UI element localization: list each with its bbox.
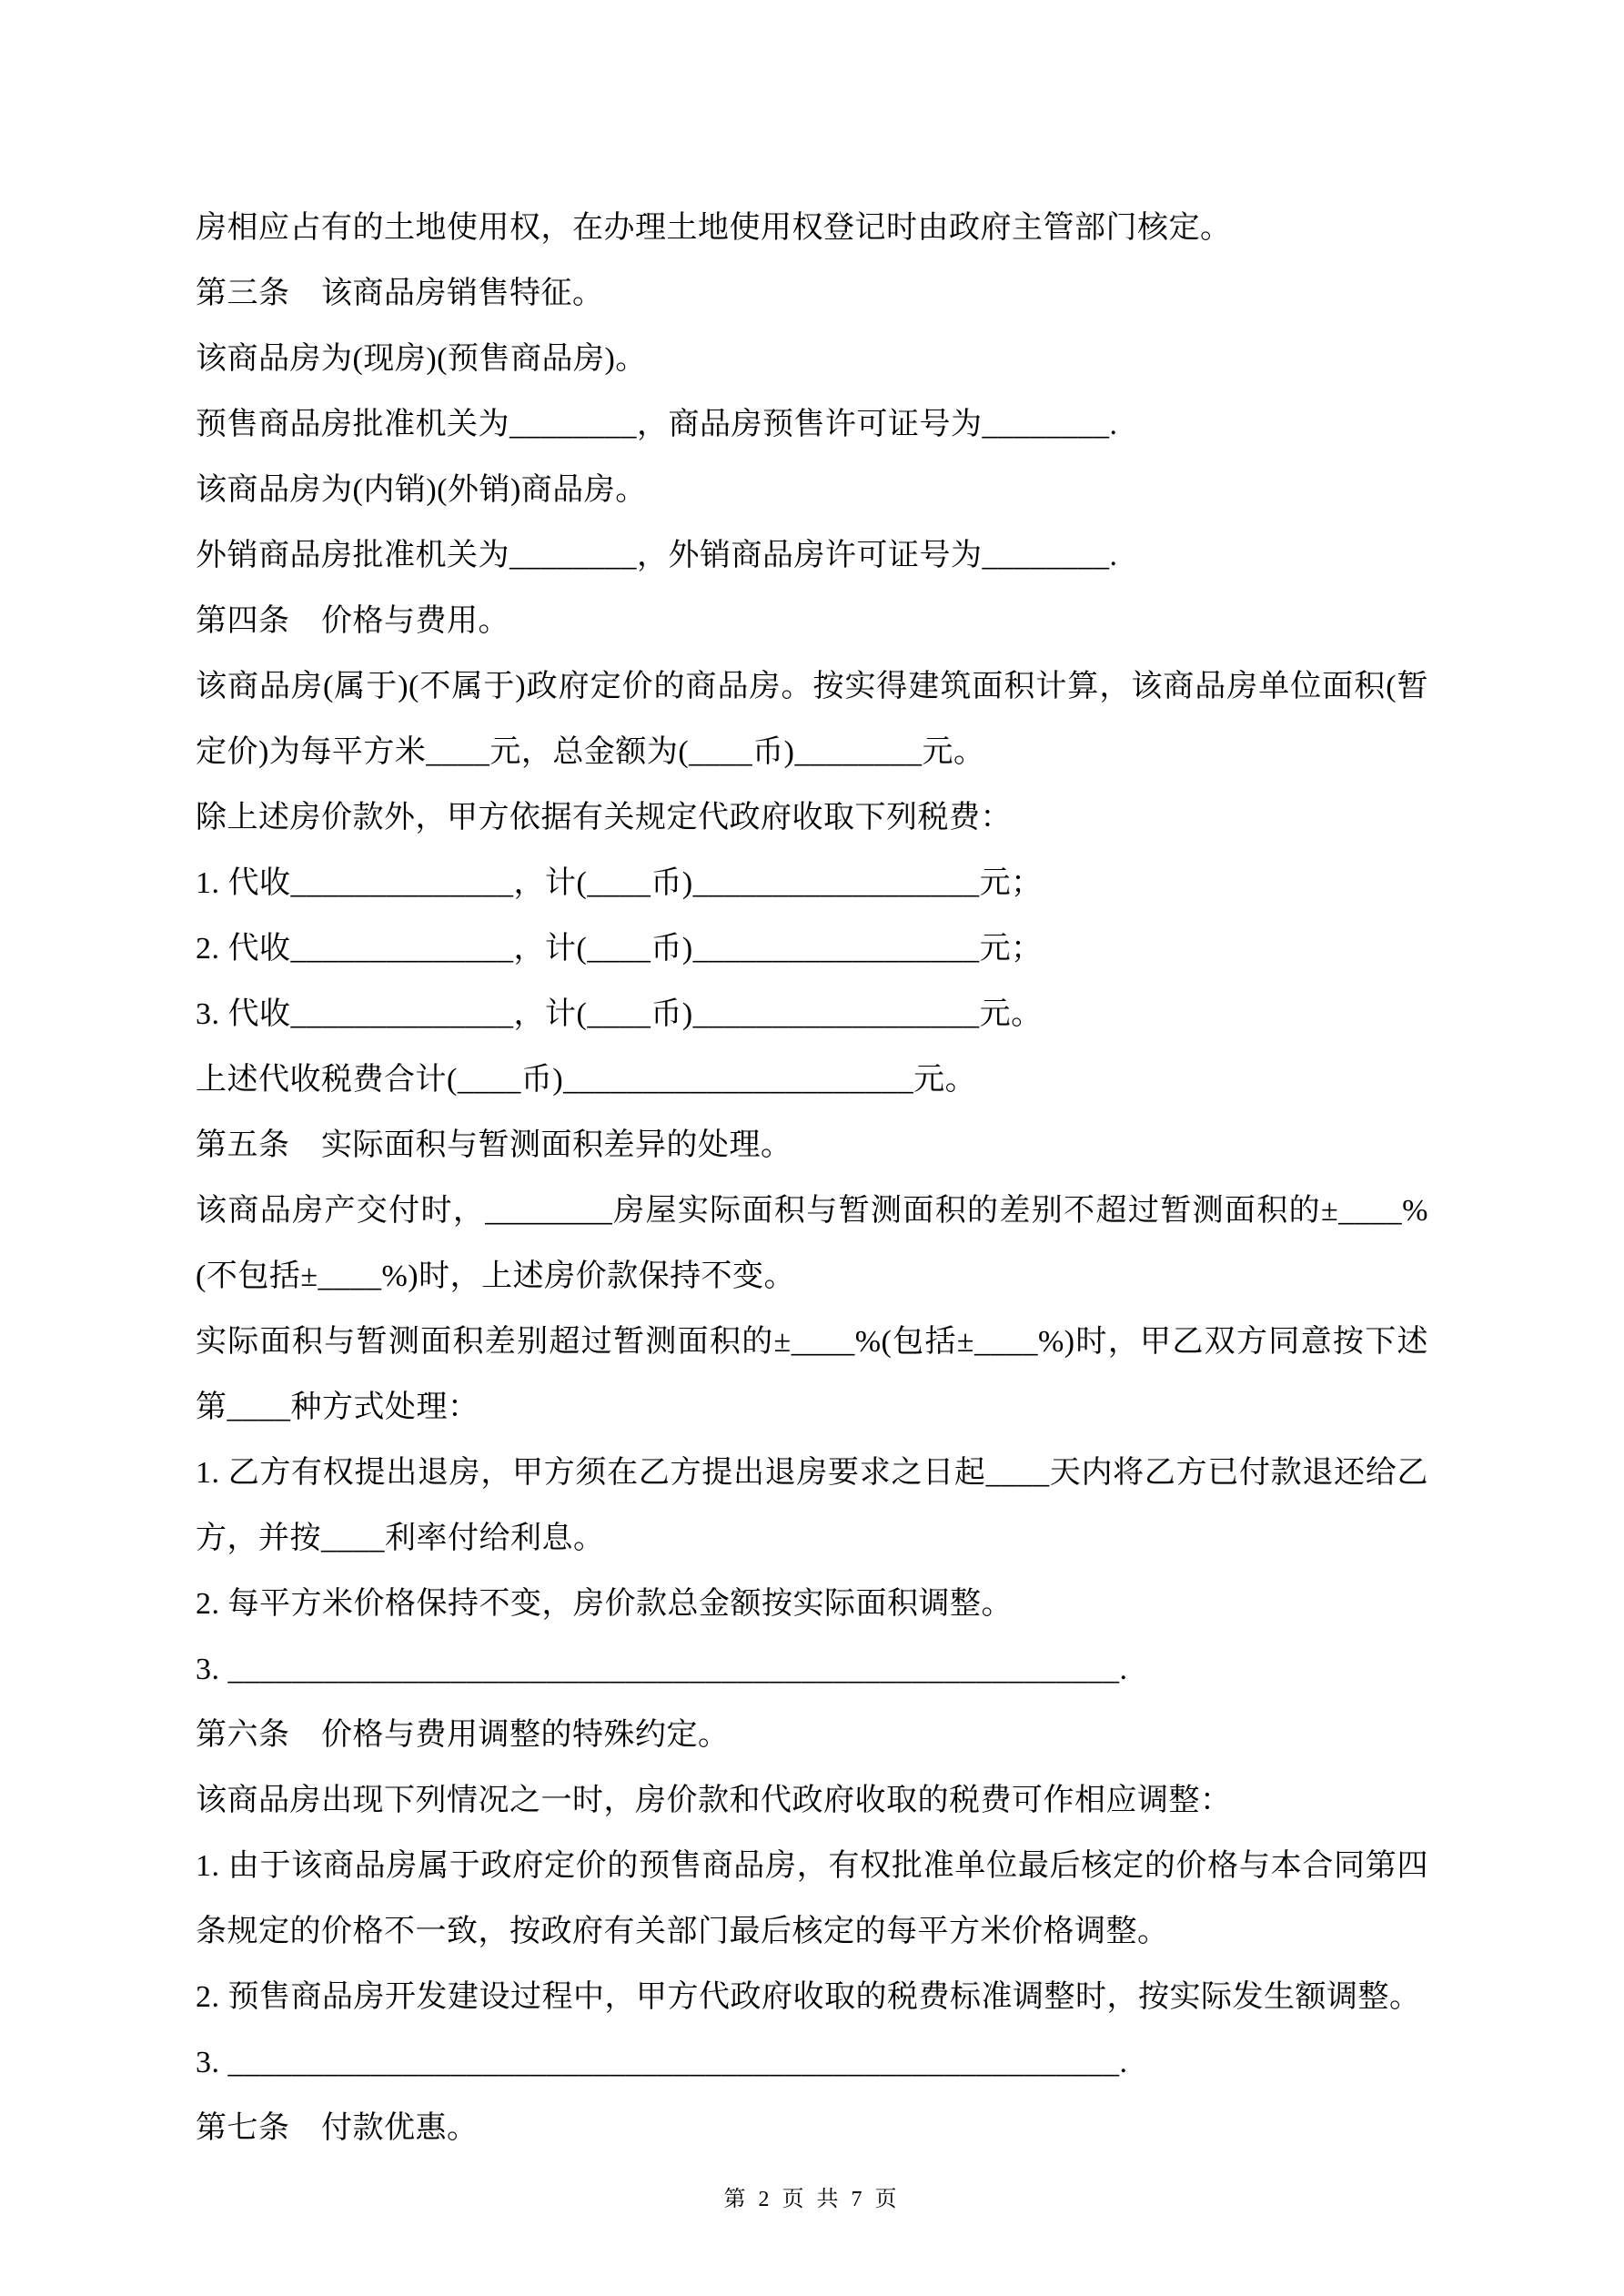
list-item-tax-1: 1. 代收______________，计(____币)__________________元；: [196, 866, 1043, 900]
list-item-refund-option: 1. 乙方有权提出退房，甲方须在乙方提出退房要求之日起____天内将乙方已付款退还给乙方，并按____利率付给利息。: [196, 1456, 1428, 1555]
page-number-footer: 第 2 页 共 7 页: [723, 2188, 901, 2211]
paragraph-tax-intro: 除上述房价款外，甲方依据有关规定代政府收取下列税费：: [196, 801, 1012, 834]
paragraph-area-exceed: 实际面积与暂测面积差别超过暂测面积的±____%(包括±____%)时，甲乙双方同意按下述第____种方式处理：: [196, 1325, 1428, 1424]
list-item-blank-option-1: 3. ________________________________________________________.: [196, 1653, 1128, 1686]
paragraph-export-approval: 外销商品房批准机关为________，外销商品房许可证号为________.: [196, 539, 1118, 572]
list-item-adjust-2: 2. 预售商品房开发建设过程中，甲方代政府收取的税费标准调整时，按实际发生额调整。: [196, 1980, 1421, 2014]
paragraph-adjust-intro: 该商品房出现下列情况之一时，房价款和代政府收取的税费可作相应调整：: [196, 1784, 1232, 1817]
clause-6-heading: 第六条 价格与费用调整的特殊约定。: [196, 1718, 730, 1752]
paragraph-presale-approval: 预售商品房批准机关为________，商品房预售许可证号为________.: [196, 408, 1118, 441]
paragraph-land-use-continuation: 房相应占有的土地使用权，在办理土地使用权登记时由政府主管部门核定。: [196, 211, 1232, 245]
paragraph-tax-total: 上述代收税费合计(____币)______________________元。: [196, 1063, 977, 1097]
paragraph-sale-scope: 该商品房为(内销)(外销)商品房。: [196, 473, 647, 507]
clause-5-heading: 第五条 实际面积与暂测面积差异的处理。: [196, 1128, 792, 1162]
list-item-tax-2: 2. 代收______________，计(____币)__________________元；: [196, 932, 1043, 966]
paragraph-area-tolerance: 该商品房产交付时，________房屋实际面积与暂测面积的差别不超过暂测面积的±____%(不包括±____%)时，上述房价款保持不变。: [196, 1194, 1428, 1293]
list-item-blank-option-2: 3. ________________________________________________________.: [196, 2046, 1128, 2079]
paragraph-house-type: 该商品房为(现房)(预售商品房)。: [196, 342, 647, 376]
list-item-adjust-1: 1. 由于该商品房属于政府定价的预售商品房，有权批准单位最后核定的价格与本合同第四条规定的价格不一致，按政府有关部门最后核定的每平方米价格调整。: [196, 1849, 1428, 1948]
list-item-price-fixed-option: 2. 每平方米价格保持不变，房价款总金额按实际面积调整。: [196, 1587, 1013, 1621]
clause-3-heading: 第三条 该商品房销售特征。: [196, 277, 604, 310]
paragraph-price-basis: 该商品房(属于)(不属于)政府定价的商品房。按实得建筑面积计算，该商品房单位面积(暂定价)为每平方米____元，总金额为(____币)________元。: [196, 670, 1428, 769]
list-item-tax-3: 3. 代收______________，计(____币)__________________元。: [196, 997, 1043, 1031]
clause-4-heading: 第四条 价格与费用。: [196, 604, 509, 638]
clause-7-heading: 第七条 付款优惠。: [196, 2111, 479, 2145]
contract-page-body: [196, 196, 1428, 2161]
